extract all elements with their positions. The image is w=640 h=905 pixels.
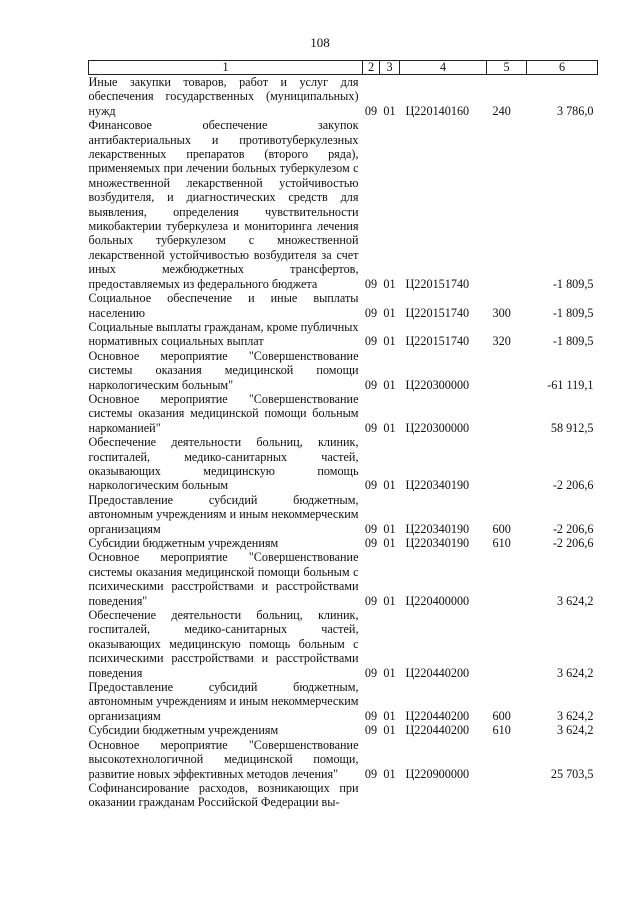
row-subsection: 01 xyxy=(383,521,396,536)
table-row xyxy=(89,536,598,550)
row-section: 09 xyxy=(364,276,378,291)
row-type: 610 xyxy=(492,536,511,550)
row-amount: 3 624,2 xyxy=(556,665,594,680)
row-type xyxy=(487,118,527,291)
budget-table xyxy=(88,60,598,810)
row-subsection: 01 xyxy=(383,377,396,392)
table-row xyxy=(89,723,598,737)
header-row xyxy=(89,61,598,75)
row-code: Ц220340190 xyxy=(405,478,470,493)
row-section: 09 xyxy=(364,521,378,536)
table-row xyxy=(89,493,598,536)
row-code xyxy=(400,781,487,810)
row-code: Ц220900000 xyxy=(405,766,470,781)
row-type: 240 xyxy=(492,103,511,118)
row-section: 09 xyxy=(364,334,378,349)
row-amount: -2 206,6 xyxy=(552,536,594,550)
table-row xyxy=(89,781,598,810)
row-name: Основное мероприятие "Совершенствование системы оказания медицинской помощи наркологическим больным" xyxy=(88,348,359,392)
row-amount: -1 809,5 xyxy=(552,334,594,349)
table-body xyxy=(89,75,598,810)
row-code: Ц220151740 xyxy=(405,276,470,291)
row-section: 09 xyxy=(364,708,378,723)
row-code: Ц220140160 xyxy=(405,103,470,118)
row-type: 600 xyxy=(492,521,511,536)
row-subsection: 01 xyxy=(383,593,396,608)
row-code: Ц220400000 xyxy=(405,593,470,608)
row-type xyxy=(487,738,527,781)
row-name: Субсидии бюджетным учреждениям xyxy=(88,723,279,738)
row-section xyxy=(363,781,380,810)
table-row xyxy=(89,680,598,723)
row-type: 300 xyxy=(492,305,511,320)
row-subsection: 01 xyxy=(383,103,396,118)
row-name: Финансовое обеспечение закупок антибактериальных и противотуберкулезных лекарственных препаратов (второго ряда), применяемых при лечении больных туберкулезом с множественной лекарственной устойчивостью возбудителя, и диагностических средств для выявления, определения чувствительности микобактерии туберкулеза и мониторинга лечения больных туберкулезом с множественной лекарственной устойчивостью возбудителя за счет иных межбюджетных трансфертов, предоставляемых из федерального бюджета xyxy=(88,118,359,291)
row-section: 09 xyxy=(364,305,378,320)
row-amount xyxy=(527,781,598,810)
row-type xyxy=(487,550,527,608)
row-subsection: 01 xyxy=(383,723,396,738)
row-subsection: 01 xyxy=(383,276,396,291)
row-name: Основное мероприятие "Совершенствование системы оказания медицинской помощи больным наркоманией" xyxy=(88,391,359,435)
row-name: Социальное обеспечение и иные выплаты населению xyxy=(88,291,359,320)
table-row xyxy=(89,550,598,608)
row-amount: 25 703,5 xyxy=(550,766,594,781)
row-subsection: 01 xyxy=(383,536,396,550)
row-name: Иные закупки товаров, работ и услуг для обеспечения государственных (муниципальных) нужд xyxy=(88,75,359,118)
row-subsection: 01 xyxy=(383,420,396,435)
row-section: 09 xyxy=(364,103,378,118)
row-code: Ц220440200 xyxy=(405,665,470,680)
row-subsection: 01 xyxy=(383,766,396,781)
table-row xyxy=(89,738,598,781)
row-amount: 3 624,2 xyxy=(556,723,594,738)
row-type xyxy=(487,392,527,435)
row-section: 09 xyxy=(364,723,378,738)
row-code: Ц220151740 xyxy=(405,334,470,349)
row-name: Основное мероприятие "Совершенствование высокотехнологичной медицинской помощи, развитие новых эффективных методов лечения" xyxy=(88,737,359,781)
row-code: Ц220440200 xyxy=(405,708,470,723)
row-code: Ц220300000 xyxy=(405,377,470,392)
row-amount: 3 786,0 xyxy=(556,103,594,118)
row-name: Обеспечение деятельности больниц, клиник, госпиталей, медико-санитарных частей, оказывающих медицинскую помощь наркологическим больным xyxy=(88,435,359,493)
row-code: Ц220340190 xyxy=(405,521,470,536)
table-row xyxy=(89,608,598,680)
row-code: Ц220151740 xyxy=(405,305,470,320)
row-type xyxy=(487,349,527,392)
table-row xyxy=(89,118,598,291)
row-type xyxy=(487,781,527,810)
row-subsection: 01 xyxy=(383,708,396,723)
row-section: 09 xyxy=(364,420,378,435)
row-name: Софинансирование расходов, возникающих при оказании гражданам Российской Федерации вы- xyxy=(88,780,359,810)
row-code: Ц220340190 xyxy=(405,536,470,550)
row-amount: 3 624,2 xyxy=(556,593,594,608)
row-section: 09 xyxy=(364,377,378,392)
column-header-section: 2 xyxy=(363,61,380,75)
page-number: 108 xyxy=(310,35,330,50)
row-section: 09 xyxy=(364,593,378,608)
row-subsection: 01 xyxy=(383,665,396,680)
table-row xyxy=(89,75,598,119)
row-name: Предоставление субсидий бюджетным, автономным учреждениям и иным некоммерческим организациям xyxy=(88,680,359,723)
table-row xyxy=(89,392,598,435)
row-type xyxy=(487,608,527,680)
row-name: Основное мероприятие "Совершенствование системы оказания медицинской помощи больным с психическими расстройствами и расстройствами поведения" xyxy=(88,550,359,608)
row-section: 09 xyxy=(364,665,378,680)
column-header-code: 4 xyxy=(400,61,487,75)
row-amount: -1 809,5 xyxy=(552,276,594,291)
row-amount: -2 206,6 xyxy=(552,478,594,493)
row-amount: -61 119,1 xyxy=(547,377,594,392)
row-name: Обеспечение деятельности больниц, клиник, госпиталей, медико-санитарных частей, оказывающих медицинскую помощь больным с психическими расстройствами и расстройствами поведения xyxy=(88,608,359,680)
table-row xyxy=(89,320,598,349)
row-amount: -1 809,5 xyxy=(552,305,594,320)
row-section: 09 xyxy=(364,766,378,781)
column-header-subsection: 3 xyxy=(380,61,400,75)
row-type: 320 xyxy=(492,334,511,349)
row-section: 09 xyxy=(364,478,378,493)
table-header xyxy=(89,61,598,75)
row-name: Субсидии бюджетным учреждениям xyxy=(88,536,279,550)
table-row xyxy=(89,349,598,392)
row-subsection xyxy=(380,781,400,810)
row-name: Предоставление субсидий бюджетным, автономным учреждениям и иным некоммерческим организациям xyxy=(88,492,359,536)
row-code: Ц220300000 xyxy=(405,420,470,435)
column-header-amount: 6 xyxy=(527,61,598,75)
column-header-name: 1 xyxy=(89,61,363,75)
table-row xyxy=(89,291,598,320)
row-code: Ц220440200 xyxy=(405,723,470,738)
table-row xyxy=(89,435,598,493)
column-header-type: 5 xyxy=(487,61,527,75)
row-subsection: 01 xyxy=(383,478,396,493)
row-subsection: 01 xyxy=(383,334,396,349)
row-type xyxy=(487,435,527,493)
row-name: Социальные выплаты гражданам, кроме публичных нормативных социальных выплат xyxy=(88,319,359,349)
row-type: 600 xyxy=(492,708,511,723)
row-type: 610 xyxy=(492,723,511,738)
row-section: 09 xyxy=(364,536,378,550)
row-amount: 58 912,5 xyxy=(550,420,594,435)
row-amount: 3 624,2 xyxy=(556,708,594,723)
row-amount: -2 206,6 xyxy=(552,521,594,536)
row-subsection: 01 xyxy=(383,305,396,320)
